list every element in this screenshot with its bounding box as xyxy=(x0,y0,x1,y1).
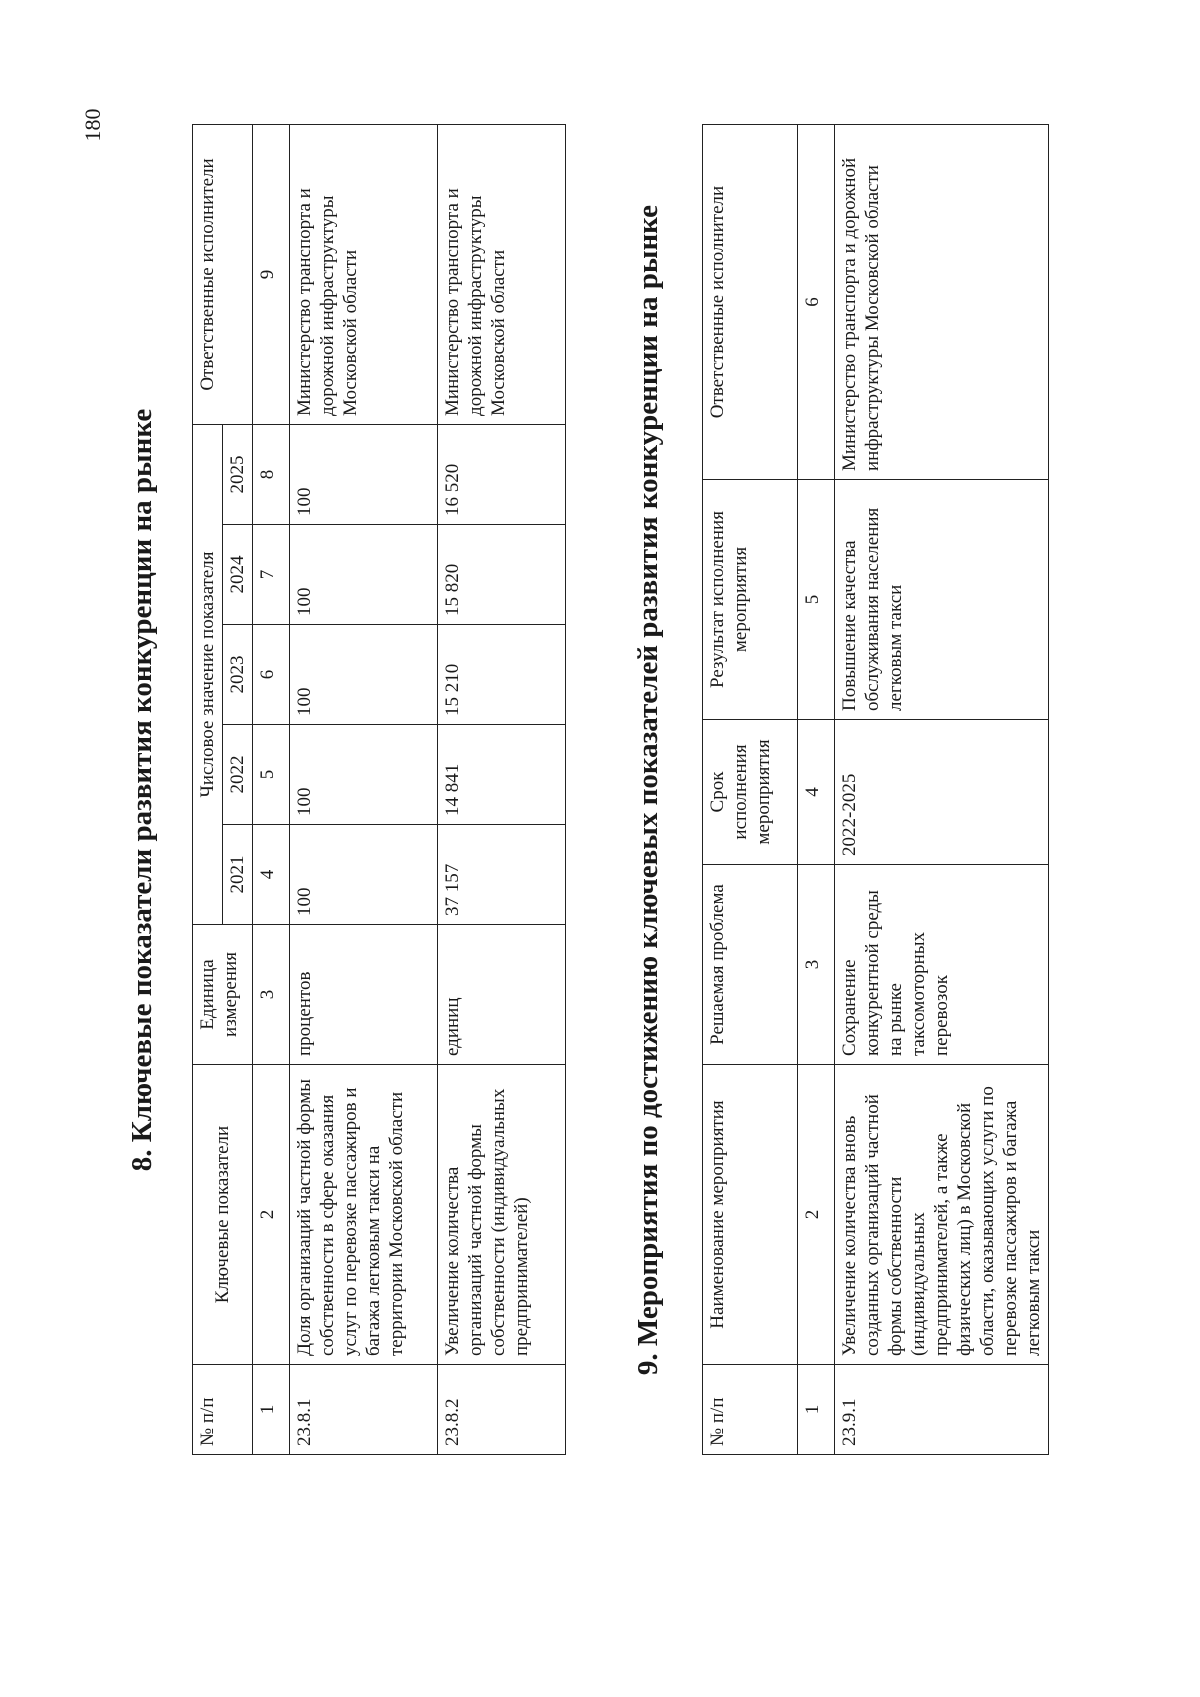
row-indicator: Доля организаций частной формы собственности в сфере оказания услуг по перевозке пассажиров и багажа легковым такси на территории Московской области xyxy=(290,1065,438,1365)
header-result: Результат исполнения мероприятия xyxy=(703,480,798,720)
header-num: № п/п xyxy=(193,1365,253,1455)
header-year-2022: 2022 xyxy=(223,725,253,825)
col-number: 1 xyxy=(253,1365,290,1455)
row-value-2023: 100 xyxy=(290,625,438,725)
header-unit: Единица измерения xyxy=(193,925,253,1065)
table-row xyxy=(438,124,566,1454)
col-number: 7 xyxy=(253,525,290,625)
row-value-2022: 100 xyxy=(290,725,438,825)
col-number: 9 xyxy=(253,124,290,424)
row-num: 23.9.1 xyxy=(835,1365,1049,1455)
row-responsible: Министерство транспорта и дорожной инфраструктуры Московской области xyxy=(290,124,438,424)
col-number: 3 xyxy=(798,865,835,1065)
col-number: 6 xyxy=(798,125,835,480)
row-value-2021: 37 157 xyxy=(438,825,566,925)
row-value-2024: 100 xyxy=(290,525,438,625)
header-num: № п/п xyxy=(703,1365,798,1455)
row-problem: Сохранение конкурентной среды на рынке таксомоторных перевозок xyxy=(835,865,1049,1065)
row-name: Увеличение количества вновь созданных организаций частной формы собственности (индивидуальных предпринимателей, а также физических лиц) в Московской области, оказывающих услуги по перевозке пассажиров и багажа легковым такси xyxy=(835,1065,1049,1365)
row-unit: единиц xyxy=(438,925,566,1065)
row-indicator: Увеличение количества организаций частной формы собственности (индивидуальных предпринимателей) xyxy=(438,1065,566,1365)
row-value-2024: 15 820 xyxy=(438,525,566,625)
row-value-2025: 100 xyxy=(290,424,438,524)
column-number-row xyxy=(253,124,290,1454)
col-number: 4 xyxy=(798,720,835,865)
row-term: 2022-2025 xyxy=(835,720,1049,865)
table-header-row xyxy=(703,125,798,1455)
row-value-2022: 14 841 xyxy=(438,725,566,825)
column-number-row xyxy=(798,125,835,1455)
page-number: 180 xyxy=(80,108,105,142)
measures-table xyxy=(702,124,1049,1455)
row-value-2021: 100 xyxy=(290,825,438,925)
header-problem: Решаемая проблема xyxy=(703,865,798,1065)
header-value: Числовое значение показателя xyxy=(193,424,223,924)
section-8-title: 8. Ключевые показатели развития конкуренции на рынке xyxy=(126,408,158,1172)
row-responsible: Министерство транспорта и дорожной инфраструктуры Московской области xyxy=(438,124,566,424)
row-unit: процентов xyxy=(290,925,438,1065)
header-responsible: Ответственные исполнители xyxy=(703,125,798,480)
header-year-2021: 2021 xyxy=(223,825,253,925)
row-num: 23.8.2 xyxy=(438,1365,566,1455)
header-responsible: Ответственные исполнители xyxy=(193,124,253,424)
row-result: Повышение качества обслуживания населения легковым такси xyxy=(835,480,1049,720)
row-responsible: Министерство транспорта и дорожной инфраструктуры Московской области xyxy=(835,125,1049,480)
col-number: 2 xyxy=(253,1065,290,1365)
header-year-2024: 2024 xyxy=(223,525,253,625)
col-number: 2 xyxy=(798,1065,835,1365)
header-term: Срок исполнения мероприятия xyxy=(703,720,798,865)
col-number: 4 xyxy=(253,825,290,925)
col-number: 1 xyxy=(798,1365,835,1455)
key-indicators-table xyxy=(192,124,566,1455)
row-value-2025: 16 520 xyxy=(438,424,566,524)
col-number: 6 xyxy=(253,625,290,725)
header-indicator: Ключевые показатели xyxy=(193,1065,253,1365)
section-9-title: 9. Мероприятия по достижению ключевых показателей развития конкуренции на рынке xyxy=(632,204,664,1376)
table-row xyxy=(835,125,1049,1455)
row-value-2023: 15 210 xyxy=(438,625,566,725)
col-number: 8 xyxy=(253,424,290,524)
landscape-content xyxy=(10,85,1190,1605)
col-number: 5 xyxy=(798,480,835,720)
header-year-2023: 2023 xyxy=(223,625,253,725)
col-number: 5 xyxy=(253,725,290,825)
header-year-2025: 2025 xyxy=(223,424,253,524)
header-name: Наименование мероприятия xyxy=(703,1065,798,1365)
row-num: 23.8.1 xyxy=(290,1365,438,1455)
col-number: 3 xyxy=(253,925,290,1065)
table-row xyxy=(290,124,438,1454)
table-header-row xyxy=(193,124,223,1454)
